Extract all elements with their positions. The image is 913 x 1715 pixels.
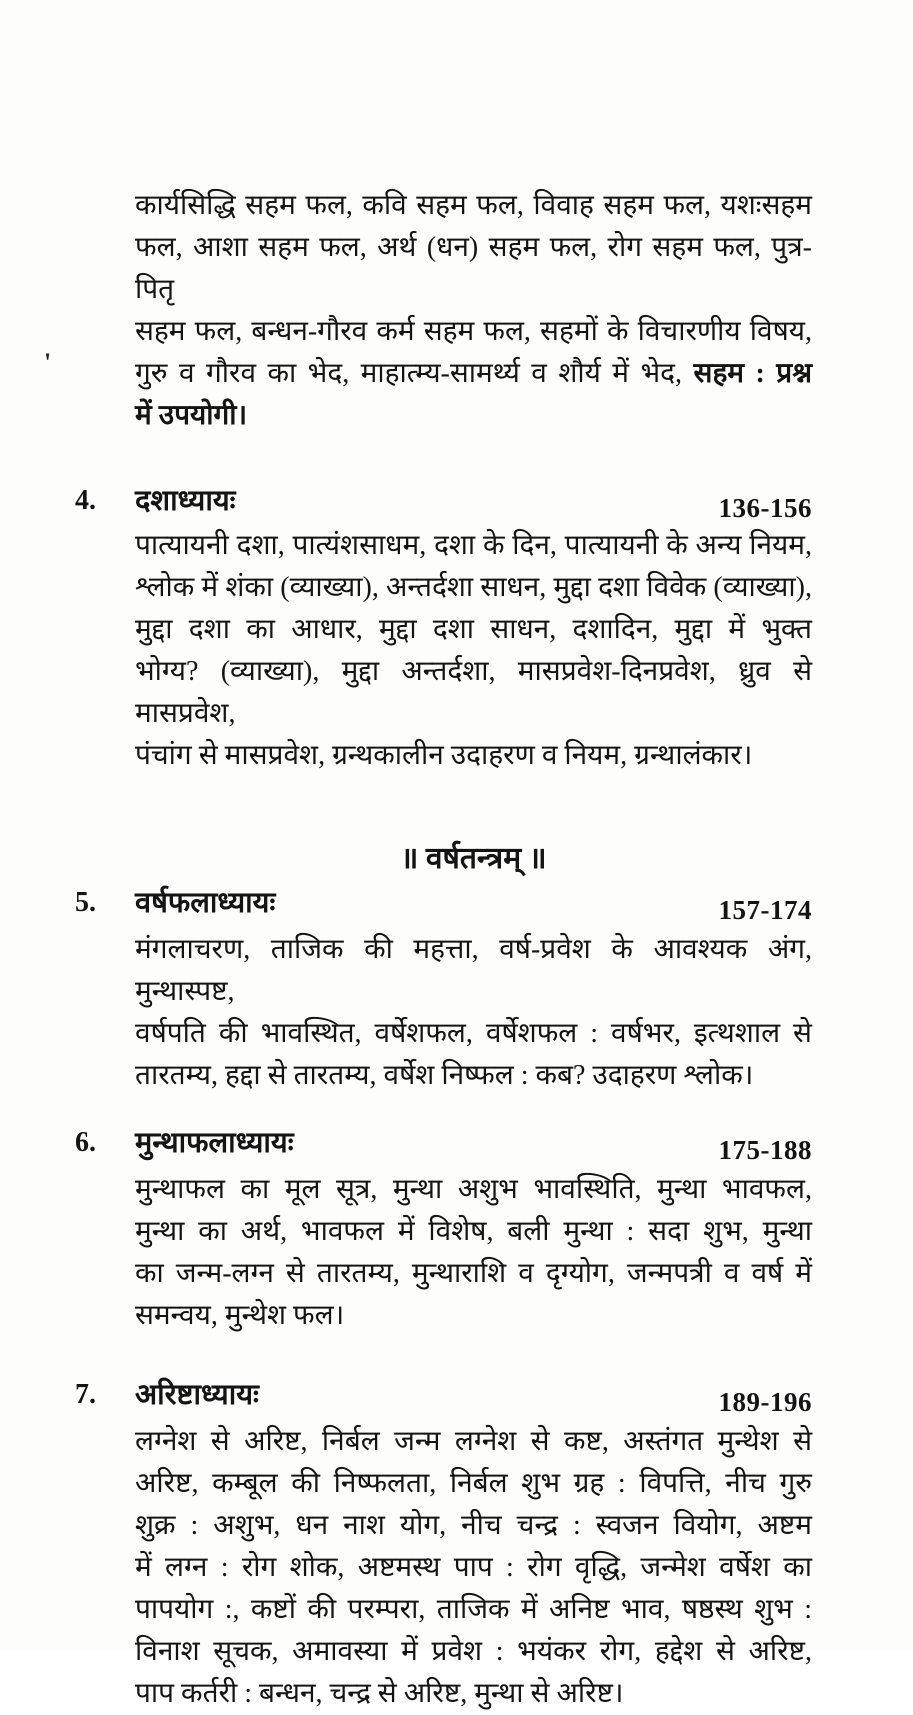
text-segment: मुन्थाफल का मूल सूत्र, मुन्था अशुभ भावस्थिति, मुन्था भावफल, bbox=[135, 1174, 812, 1205]
section-page-range: 189-196 bbox=[718, 1387, 812, 1417]
text-segment: गुरु व गौरव का भेद, माहात्म्य-सामर्थ्य व शौर्य में भेद, bbox=[135, 358, 694, 389]
text-segment: भोग्य? (व्याख्या), मुद्दा अन्तर्दशा, मासप्रवेश-दिनप्रवेश, ध्रुव से मासप्रवेश, bbox=[135, 656, 812, 729]
section-title: दशाध्यायः bbox=[135, 485, 236, 517]
section-page-range: 136-156 bbox=[718, 493, 812, 523]
text-line bbox=[135, 735, 812, 777]
text-segment: पाप कर्तरी : बन्धन, चन्द्र से अरिष्ट, मुन्था से अरिष्ट। bbox=[135, 1678, 624, 1709]
section-heading bbox=[75, 881, 812, 925]
text-segment: पंचांग से मासप्रवेश, ग्रन्थकालीन उदाहरण व नियम, ग्रन्थालंकार। bbox=[135, 740, 753, 771]
text-line bbox=[135, 609, 812, 651]
section-heading bbox=[75, 1373, 812, 1417]
text-line bbox=[135, 1211, 812, 1253]
text-line bbox=[135, 1295, 812, 1337]
bold-text-segment: सहम : प्रश्न bbox=[693, 358, 813, 389]
text-line bbox=[135, 395, 812, 437]
text-line bbox=[135, 1589, 812, 1631]
text-line bbox=[135, 1547, 812, 1589]
text-segment: शुक्र : अशुभ, धन नाश योग, नीच चन्द्र : स्वजन वियोग, अष्टम bbox=[135, 1510, 812, 1541]
section-body bbox=[135, 525, 812, 777]
text-segment: सहम फल, बन्धन-गौरव कर्म सहम फल, सहमों के विचारणीय विषय, bbox=[135, 316, 812, 347]
text-line bbox=[135, 1013, 812, 1055]
text-segment: श्लोक में शंका (व्याख्या), अन्तर्दशा साधन, मुद्दा दशा विवेक (व्याख्या), bbox=[135, 572, 812, 603]
text-segment: कार्यसिद्धि सहम फल, कवि सहम फल, विवाह सहम फल, यशःसहम bbox=[135, 190, 812, 221]
section-body bbox=[135, 1169, 812, 1337]
text-line bbox=[135, 311, 812, 353]
section-page-range: 157-174 bbox=[718, 895, 812, 925]
section-number: 6. bbox=[75, 1127, 96, 1158]
section-varshaphaladhyaya bbox=[75, 881, 812, 1097]
section-body bbox=[135, 929, 812, 1097]
text-line bbox=[135, 1055, 812, 1097]
text-line bbox=[135, 1421, 812, 1463]
section-number: 4. bbox=[75, 485, 96, 516]
text-line bbox=[135, 1673, 812, 1715]
text-segment: मुद्दा दशा का आधार, मुद्दा दशा साधन, दशादिन, मुद्दा में भुक्त bbox=[135, 614, 812, 645]
text-segment: अरिष्ट, कम्बूल की निष्फलता, निर्बल शुभ ग्रह : विपत्ति, नीच गुरु bbox=[135, 1468, 812, 1499]
bold-text-segment: में उपयोगी। bbox=[135, 400, 248, 431]
text-segment: पापयोग :, कष्टों की परम्परा, ताजिक में अनिष्ट भाव, षष्ठस्थ शुभ : bbox=[135, 1594, 812, 1625]
section-title: अरिष्टाध्यायः bbox=[135, 1379, 259, 1411]
text-segment: तारतम्य, हद्दा से तारतम्य, वर्षेश निष्फल : कब? उदाहरण श्लोक। bbox=[135, 1060, 754, 1091]
section-title: मुन्थाफलाध्यायः bbox=[135, 1127, 294, 1159]
text-line bbox=[135, 1253, 812, 1295]
section-body bbox=[135, 1421, 812, 1715]
section-munthaphaladhyaya bbox=[75, 1121, 812, 1337]
section-heading-left bbox=[75, 1121, 294, 1165]
section-arishtadhyaya bbox=[75, 1373, 812, 1715]
text-line bbox=[135, 185, 812, 227]
text-segment: का जन्म-लग्न से तारतम्य, मुन्थाराशि व दृग्योग, जन्मपत्री व वर्ष में bbox=[135, 1258, 812, 1289]
text-line bbox=[135, 1169, 812, 1211]
section-dashadhyaya bbox=[75, 479, 812, 777]
section-heading-left bbox=[75, 1373, 259, 1417]
text-line bbox=[135, 1463, 812, 1505]
section-number: 7. bbox=[75, 1379, 96, 1410]
text-line bbox=[135, 525, 812, 567]
text-segment: पात्यायनी दशा, पात्यंशसाधम, दशा के दिन, पात्यायनी के अन्य नियम, bbox=[135, 530, 812, 561]
text-segment: विनाश सूचक, अमावस्या में प्रवेश : भयंकर रोग, हद्देश से अरिष्ट, bbox=[135, 1636, 812, 1667]
text-line bbox=[135, 651, 812, 735]
text-segment: वर्षपति की भावस्थित, वर्षेशफल, वर्षेशफल : वर्षभर, इत्थशाल से bbox=[135, 1018, 812, 1049]
text-line bbox=[135, 1631, 812, 1673]
text-segment: लग्नेश से अरिष्ट, निर्बल जन्म लग्नेश से कष्ट, अस्तंगत मुन्थेश से bbox=[135, 1426, 812, 1457]
stray-ink-mark: ' bbox=[44, 348, 52, 377]
section-heading-left bbox=[75, 479, 236, 523]
text-line bbox=[135, 227, 812, 311]
text-line bbox=[135, 353, 812, 395]
section-number: 5. bbox=[75, 887, 96, 918]
text-line bbox=[135, 1505, 812, 1547]
text-segment: में लग्न : रोग शोक, अष्टमस्थ पाप : रोग वृद्धि, जन्मेश वर्षेश का bbox=[135, 1552, 812, 1583]
sahama-phala-paragraph bbox=[135, 185, 812, 437]
section-heading bbox=[75, 479, 812, 523]
section-heading bbox=[75, 1121, 812, 1165]
text-line bbox=[135, 929, 812, 1013]
text-segment: मंगलाचरण, ताजिक की महत्ता, वर्ष-प्रवेश के आवश्यक अंग, मुन्थास्पष्ट, bbox=[135, 934, 812, 1007]
varshatantram-divider-heading: ॥ वर्षतन्त्रम् ॥ bbox=[400, 842, 547, 875]
section-heading-left bbox=[75, 881, 275, 925]
text-segment: मुन्था का अर्थ, भावफल में विशेष, बली मुन्था : सदा शुभ, मुन्था bbox=[135, 1216, 812, 1247]
section-title: वर्षफलाध्यायः bbox=[135, 887, 276, 919]
text-segment: फल, आशा सहम फल, अर्थ (धन) सहम फल, रोग सहम फल, पुत्र-पितृ bbox=[135, 232, 812, 305]
text-line bbox=[135, 567, 812, 609]
text-segment: समन्वय, मुन्थेश फल। bbox=[135, 1300, 345, 1331]
section-page-range: 175-188 bbox=[718, 1135, 812, 1165]
